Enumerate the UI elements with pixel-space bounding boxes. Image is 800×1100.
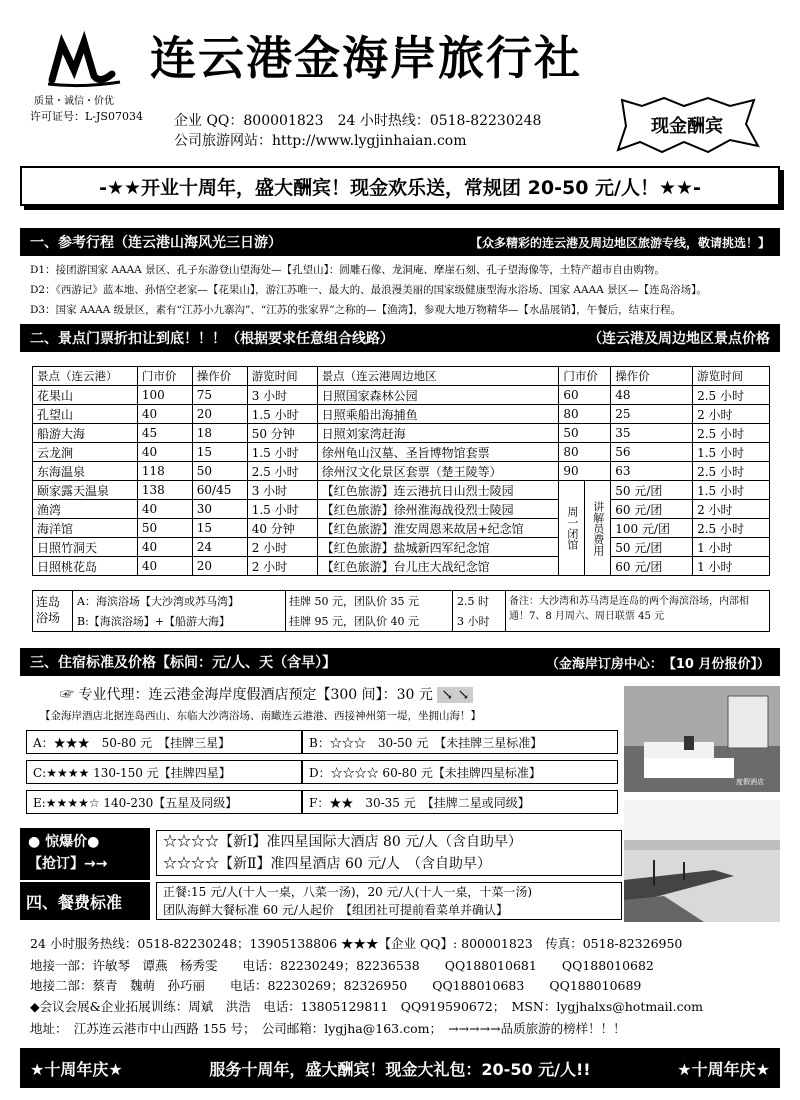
- hotel-grade-a: A：★★★ 50-80 元 【挂牌三星】: [26, 730, 302, 754]
- table-cell: 80: [559, 405, 611, 424]
- promo-label: [20, 828, 150, 880]
- table-cell: 2 小时: [693, 405, 770, 424]
- table-cell: 50: [192, 462, 247, 481]
- table-header-row: [33, 367, 770, 386]
- promo-offer-1: ☆☆☆☆【新Ⅰ】准四星国际大酒店 80 元/人（含自助早）: [163, 834, 522, 850]
- page-title: 连云港金海岸旅行社: [150, 31, 582, 85]
- table-cell: 50 元/团: [611, 538, 693, 557]
- table-cell: 40: [137, 557, 192, 576]
- table-cell: 日照竹洞天: [33, 538, 138, 557]
- table-cell: 50 元/团: [611, 481, 693, 500]
- table-cell: 60: [559, 386, 611, 405]
- meal-line-1: 正餐:15 元/人(十人一桌，八菜一汤)，20 元/人(十人一桌，十菜一汤): [163, 885, 533, 899]
- hand-icon: ☞: [60, 687, 79, 703]
- hotel-grade-c: C:★★★★ 130-150 元【挂牌四星】: [26, 760, 302, 784]
- section-lodging-title: 三、住宿标准及价格【标间：元/人、天（含早）】: [30, 655, 337, 671]
- table-cell: 徐州龟山汉墓、圣旨博物馆套票: [317, 443, 559, 462]
- table-cell: 60 元/团: [611, 557, 693, 576]
- section-tickets-title: 二、景点门票折扣让到底！！！（根据要求任意组合线路）: [30, 331, 394, 347]
- table-row: [33, 557, 770, 576]
- lian-label: 连岛浴场: [33, 591, 73, 631]
- table-cell: 50: [559, 424, 611, 443]
- arrow-down-right-icon: ↘ ↘: [437, 687, 473, 703]
- lian-remark: 备注：大沙湾和苏马湾是连岛的两个海滨浴场，内部相通！7、8 月周六、周日联票 45 元: [505, 591, 770, 631]
- logo: [28, 30, 138, 92]
- itinerary-day-2: D2：《西游记》蓝本地、孙悟空老家—【花果山】，游江苏唯一、最大的、最浪漫美丽的国家级健康型海水浴场、国家 AAAA 景区—【连岛浴场】。: [30, 284, 707, 296]
- contact-qq-hotline: 企业 QQ：800001823 24 小时热线：0518-82230248: [174, 113, 542, 129]
- table-cell: 2 小时: [693, 500, 770, 519]
- section-itinerary-header: [20, 228, 780, 256]
- bottom-banner-center: 服务十周年，盛大酬宾！现金大礼包：20-50 元/人!!: [209, 1059, 591, 1079]
- license-number: 许可证号：L-JS07034: [30, 110, 143, 123]
- table-cell: 2.5 小时: [693, 462, 770, 481]
- table-cell: 1.5 小时: [693, 443, 770, 462]
- footer-dept-2: 地接二部：蔡青 魏萌 孙巧丽 电话：82230269；82326950 QQ188010683 QQ188010689: [30, 978, 642, 993]
- hotel-grade-b: B：☆☆☆ 30-50 元 【未挂牌三星标准】: [302, 730, 618, 754]
- lian-b-price: 挂牌 95 元，团队价 40 元: [289, 615, 419, 628]
- table-cell: 3 小时: [247, 481, 317, 500]
- table-row: [33, 500, 770, 519]
- table-cell: 138: [137, 481, 192, 500]
- table-cell: 2.5 小时: [247, 462, 317, 481]
- col-header: 游览时间: [247, 367, 317, 386]
- cash-badge-label: 现金酬宾: [651, 116, 723, 137]
- promo-label-line1: ● 惊爆价●: [28, 834, 100, 850]
- section-tickets-note: （连云港及周边地区景点价格: [588, 331, 770, 347]
- table-cell: 20: [192, 557, 247, 576]
- lian-island-beach-box: [32, 590, 770, 632]
- table-cell: 日照乘船出海捕鱼: [317, 405, 559, 424]
- col-header: 门市价: [137, 367, 192, 386]
- section-tickets-header: [20, 324, 780, 352]
- table-row: [33, 481, 770, 500]
- meal-section-title: 四、餐费标准: [20, 882, 150, 920]
- bottom-banner-right: ★十周年庆★: [677, 1059, 770, 1079]
- footer-conference: ◆会议会展&企业拓展训练：周斌 洪浩 电话：13805129811 QQ919590672； MSN：lygjhalxs@hotmail.com: [30, 999, 703, 1014]
- hotel-grade-f: F：★★ 30-35 元 【挂牌二星或同级】: [302, 790, 618, 814]
- table-cell: 2 小时: [247, 557, 317, 576]
- table-cell: 75: [192, 386, 247, 405]
- col-header: 操作价: [192, 367, 247, 386]
- table-cell: 东海温泉: [33, 462, 138, 481]
- table-cell: 56: [611, 443, 693, 462]
- table-cell: 100 元/团: [611, 519, 693, 538]
- section-lodging-header: [20, 648, 780, 676]
- table-cell: 40: [137, 405, 192, 424]
- itinerary-day-3: D3：国家 AAAA 级景区，素有“江苏小九寨沟”、“江苏的张家界”之称的—【渔湾】，参观大地万物精华—【水晶展销】，午餐后，结束行程。: [30, 304, 682, 316]
- table-row: [33, 519, 770, 538]
- table-cell: 日照刘家湾赶海: [317, 424, 559, 443]
- table-cell: 20: [192, 405, 247, 424]
- guide-fee-label: 讲解员费用: [585, 481, 611, 576]
- table-row: [33, 538, 770, 557]
- col-header: 景点（连云港）: [33, 367, 138, 386]
- table-cell: 2.5 小时: [693, 386, 770, 405]
- hotel-agent-line: ☞ 专业代理：连云港金海岸度假酒店预定【300 间】：30 元 ↘ ↘: [60, 684, 473, 704]
- table-cell: 海洋馆: [33, 519, 138, 538]
- table-cell: 15: [192, 519, 247, 538]
- table-cell: 40: [137, 500, 192, 519]
- table-cell: 60/45: [192, 481, 247, 500]
- promo-offer-2: ☆☆☆☆【新Ⅱ】准四星酒店 60 元/人 （含自助早）: [163, 856, 491, 872]
- table-cell: 48: [611, 386, 693, 405]
- lian-a-time: 2.5 时: [457, 595, 489, 608]
- bottom-banner-left: ★十周年庆★: [30, 1059, 123, 1079]
- table-cell: 2.5 小时: [693, 519, 770, 538]
- slogan: 质量・诚信・价优: [34, 96, 114, 107]
- table-cell: 渔湾: [33, 500, 138, 519]
- table-cell: 45: [137, 424, 192, 443]
- closed-monday-label: 周一闭馆: [559, 481, 585, 576]
- col-header: 门市价: [559, 367, 611, 386]
- table-cell: 1.5 小时: [247, 443, 317, 462]
- lian-option-b: B:【海滨浴场】+【船游大海】: [77, 615, 231, 628]
- col-header: 景点（连云港周边地区: [317, 367, 559, 386]
- table-cell: 云龙涧: [33, 443, 138, 462]
- table-cell: 118: [137, 462, 192, 481]
- photo-caption: 度假酒店: [736, 778, 764, 786]
- table-cell: 60 元/团: [611, 500, 693, 519]
- meal-standards: [156, 882, 622, 920]
- table-cell: 花果山: [33, 386, 138, 405]
- table-row: [33, 443, 770, 462]
- table-cell: 日照桃花岛: [33, 557, 138, 576]
- footer-dept-1: 地接一部：许敏琴 谭燕 杨秀雯 电话：82230249；82236538 QQ188010681 QQ188010682: [30, 958, 654, 973]
- table-cell: 90: [559, 462, 611, 481]
- table-cell: 40 分钟: [247, 519, 317, 538]
- anniversary-banner: -★★开业十周年，盛大酬宾！现金欢乐送，常规团 20-50 元/人！★★-: [20, 166, 780, 206]
- table-cell: 15: [192, 443, 247, 462]
- table-cell: 【红色旅游】连云港抗日山烈士陵园: [317, 481, 559, 500]
- seaside-pier-photo: [624, 800, 780, 922]
- table-cell: 1 小时: [693, 538, 770, 557]
- table-cell: 徐州汉文化景区套票（楚王陵等）: [317, 462, 559, 481]
- col-header: 操作价: [611, 367, 693, 386]
- table-cell: 63: [611, 462, 693, 481]
- table-cell: 【红色旅游】盐城新四军纪念馆: [317, 538, 559, 557]
- table-cell: 1 小时: [693, 557, 770, 576]
- table-cell: 颐家露天温泉: [33, 481, 138, 500]
- table-cell: 40: [137, 538, 192, 557]
- cash-badge: [612, 96, 762, 154]
- table-cell: 18: [192, 424, 247, 443]
- table-cell: 35: [611, 424, 693, 443]
- col-header: 游览时间: [693, 367, 770, 386]
- table-cell: 50 分钟: [247, 424, 317, 443]
- ticket-price-table: [32, 366, 770, 576]
- hotel-address: 【金海岸酒店北据连岛西山、东临大沙湾浴场、南瞰连云港港、西接神州第一堤，坐拥山海！】: [40, 710, 481, 722]
- table-cell: 2 小时: [247, 538, 317, 557]
- table-cell: 孔望山: [33, 405, 138, 424]
- table-cell: 40: [137, 443, 192, 462]
- table-cell: 1.5 小时: [247, 405, 317, 424]
- hotel-grade-e: E:★★★★☆ 140-230【五星及同级】: [26, 790, 302, 814]
- hotel-room-photo: [624, 686, 780, 792]
- table-cell: 100: [137, 386, 192, 405]
- promo-offers: [156, 830, 622, 876]
- section-itinerary-note: 【众多精彩的连云港及周边地区旅游专线，敬请挑选！】: [469, 235, 770, 250]
- bottom-banner: [20, 1048, 780, 1088]
- promo-label-line2: 【抢订】→→: [28, 856, 108, 872]
- itinerary-day-1: D1：接团游国家 AAAA 景区、孔子东游登山望海处—【孔望山】：圆雕石像、龙洞庵、摩崖石刻、孔子望海像等，土特产超市自由购物。: [30, 264, 665, 276]
- table-cell: 80: [559, 443, 611, 462]
- table-cell: 日照国家森林公园: [317, 386, 559, 405]
- section-itinerary-title: 一、参考行程（连云港山海风光三日游）: [30, 235, 282, 251]
- lian-option-a: A：海滨浴场【大沙湾或苏马湾】: [77, 595, 239, 608]
- lian-a-price: 挂牌 50 元，团队价 35 元: [289, 595, 419, 608]
- table-cell: 25: [611, 405, 693, 424]
- footer-hotline: 24 小时服务热线：0518-82230248；13905138806 ★★★【企业 QQ】: 800001823 传真：0518-82326950: [30, 936, 683, 951]
- table-row: [33, 386, 770, 405]
- table-cell: 2.5 小时: [693, 424, 770, 443]
- table-cell: 【红色旅游】台儿庄大战纪念馆: [317, 557, 559, 576]
- meal-line-2: 团队海鲜大餐标准 60 元/人起价 【组团社可提前看菜单并确认】: [163, 903, 508, 917]
- table-cell: 3 小时: [247, 386, 317, 405]
- section-lodging-note: （金海岸订房中心： 【10 月份报价】）: [545, 656, 770, 672]
- company-website: 公司旅游网站：http://www.lygjinhaian.com: [174, 133, 467, 149]
- table-cell: 1.5 小时: [247, 500, 317, 519]
- table-row: [33, 424, 770, 443]
- table-cell: 1.5 小时: [693, 481, 770, 500]
- table-cell: 【红色旅游】徐州淮海战役烈士陵园: [317, 500, 559, 519]
- table-cell: 船游大海: [33, 424, 138, 443]
- table-row: [33, 462, 770, 481]
- table-cell: 24: [192, 538, 247, 557]
- table-cell: 【红色旅游】淮安周恩来故居+纪念馆: [317, 519, 559, 538]
- lian-b-time: 3 小时: [457, 615, 490, 628]
- footer-address: 地址： 江苏连云港市中山西路 155 号； 公司邮箱：lygjha@163.com； →→→→→品质旅游的榜样！！！: [30, 1021, 626, 1036]
- hotel-grade-d: D：☆☆☆☆ 60-80 元【未挂牌四星标准】: [302, 760, 618, 784]
- table-cell: 50: [137, 519, 192, 538]
- table-cell: 30: [192, 500, 247, 519]
- table-row: [33, 405, 770, 424]
